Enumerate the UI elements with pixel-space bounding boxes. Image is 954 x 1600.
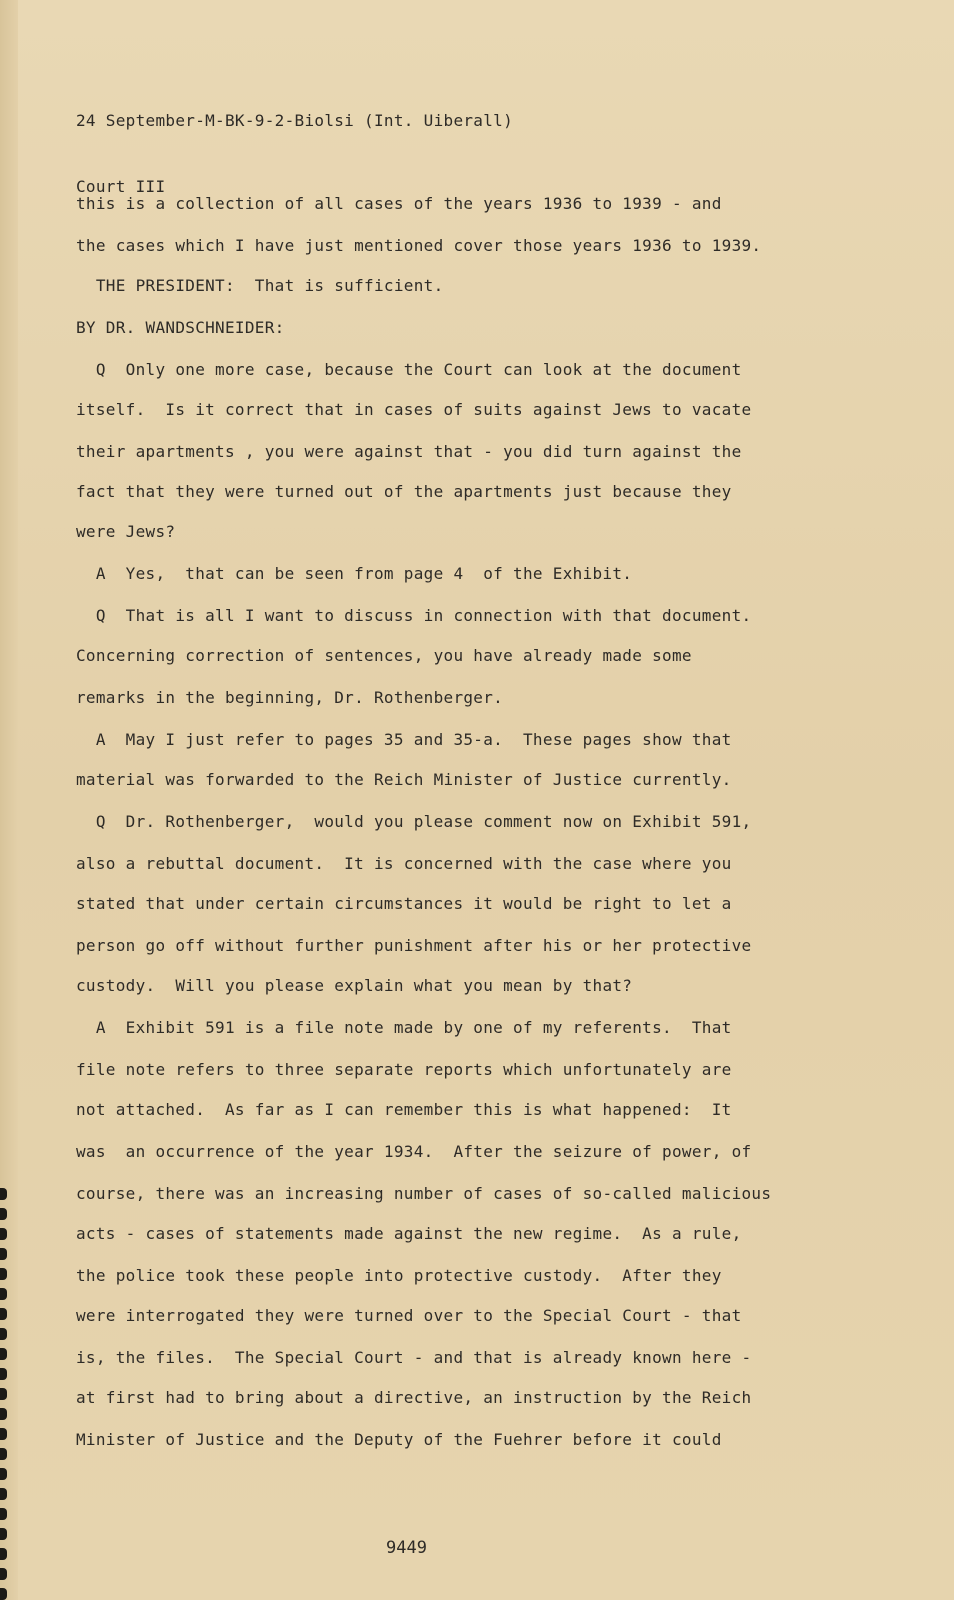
binding-hole: [0, 1508, 7, 1520]
body-line: A Yes, that can be seen from page 4 of the Exhibit.: [76, 564, 633, 583]
body-line: material was forwarded to the Reich Minister of Justice currently.: [76, 770, 732, 789]
binding-hole: [0, 1388, 7, 1400]
page-number: 9449: [386, 1538, 427, 1558]
binding-hole: [0, 1328, 7, 1340]
binding-edge: [0, 0, 18, 1600]
binding-hole: [0, 1368, 7, 1380]
body-line: not attached. As far as I can remember this is what happened: It: [76, 1100, 732, 1119]
body-line: A May I just refer to pages 35 and 35-a. These pages show that: [76, 730, 732, 749]
body-line: Minister of Justice and the Deputy of the Fuehrer before it could: [76, 1430, 722, 1449]
binding-hole: [0, 1348, 7, 1360]
body-line: was an occurrence of the year 1934. After the seizure of power, of: [76, 1142, 752, 1161]
body-line: Q Only one more case, because the Court can look at the document: [76, 360, 742, 379]
body-line: the cases which I have just mentioned cover those years 1936 to 1939.: [76, 236, 762, 255]
body-line: Q Dr. Rothenberger, would you please comment now on Exhibit 591,: [76, 812, 752, 831]
body-line: were interrogated they were turned over to the Special Court - that: [76, 1306, 742, 1325]
body-line: is, the files. The Special Court - and that is already known here -: [76, 1348, 752, 1367]
body-line: the police took these people into protective custody. After they: [76, 1266, 722, 1285]
body-line: course, there was an increasing number of cases of so-called malicious: [76, 1184, 772, 1203]
body-line: this is a collection of all cases of the years 1936 to 1939 - and: [76, 194, 722, 213]
binding-hole: [0, 1548, 7, 1560]
body-line: stated that under certain circumstances it would be right to let a: [76, 894, 732, 913]
body-line: person go off without further punishment after his or her protective: [76, 936, 752, 955]
binding-hole: [0, 1408, 7, 1420]
body-line: also a rebuttal document. It is concerned with the case where you: [76, 854, 732, 873]
header-court-line: Court III: [76, 177, 166, 196]
binding-hole: [0, 1248, 7, 1260]
binding-hole: [0, 1188, 7, 1200]
body-line: file note refers to three separate reports which unfortunately are: [76, 1060, 732, 1079]
body-line: fact that they were turned out of the apartments just because they: [76, 482, 732, 501]
binding-hole: [0, 1268, 7, 1280]
body-line: remarks in the beginning, Dr. Rothenberger.: [76, 688, 504, 707]
binding-hole: [0, 1208, 7, 1220]
binding-hole: [0, 1468, 7, 1480]
binding-hole: [0, 1568, 7, 1580]
document-header: [76, 66, 513, 242]
binding-hole: [0, 1428, 7, 1440]
binding-hole: [0, 1588, 7, 1600]
body-line: itself. Is it correct that in cases of suits against Jews to vacate: [76, 400, 752, 419]
binding-hole: [0, 1448, 7, 1460]
binding-hole: [0, 1228, 7, 1240]
header-case-line: 24 September-M-BK-9-2-Biolsi (Int. Uiberall): [76, 111, 514, 130]
binding-hole: [0, 1488, 7, 1500]
body-line: their apartments , you were against that - you did turn against the: [76, 442, 742, 461]
binding-hole: [0, 1288, 7, 1300]
binding-hole: [0, 1308, 7, 1320]
body-line: A Exhibit 591 is a file note made by one of my referents. That: [76, 1018, 732, 1037]
body-line: were Jews?: [76, 522, 176, 541]
body-line: at first had to bring about a directive, an instruction by the Reich: [76, 1388, 752, 1407]
body-line: Q That is all I want to discuss in connection with that document.: [76, 606, 752, 625]
body-line: acts - cases of statements made against the new regime. As a rule,: [76, 1224, 742, 1243]
body-line: Concerning correction of sentences, you have already made some: [76, 646, 692, 665]
body-line: BY DR. WANDSCHNEIDER:: [76, 318, 285, 337]
body-line: THE PRESIDENT: That is sufficient.: [76, 276, 444, 295]
body-line: custody. Will you please explain what you mean by that?: [76, 976, 633, 995]
binding-hole: [0, 1528, 7, 1540]
